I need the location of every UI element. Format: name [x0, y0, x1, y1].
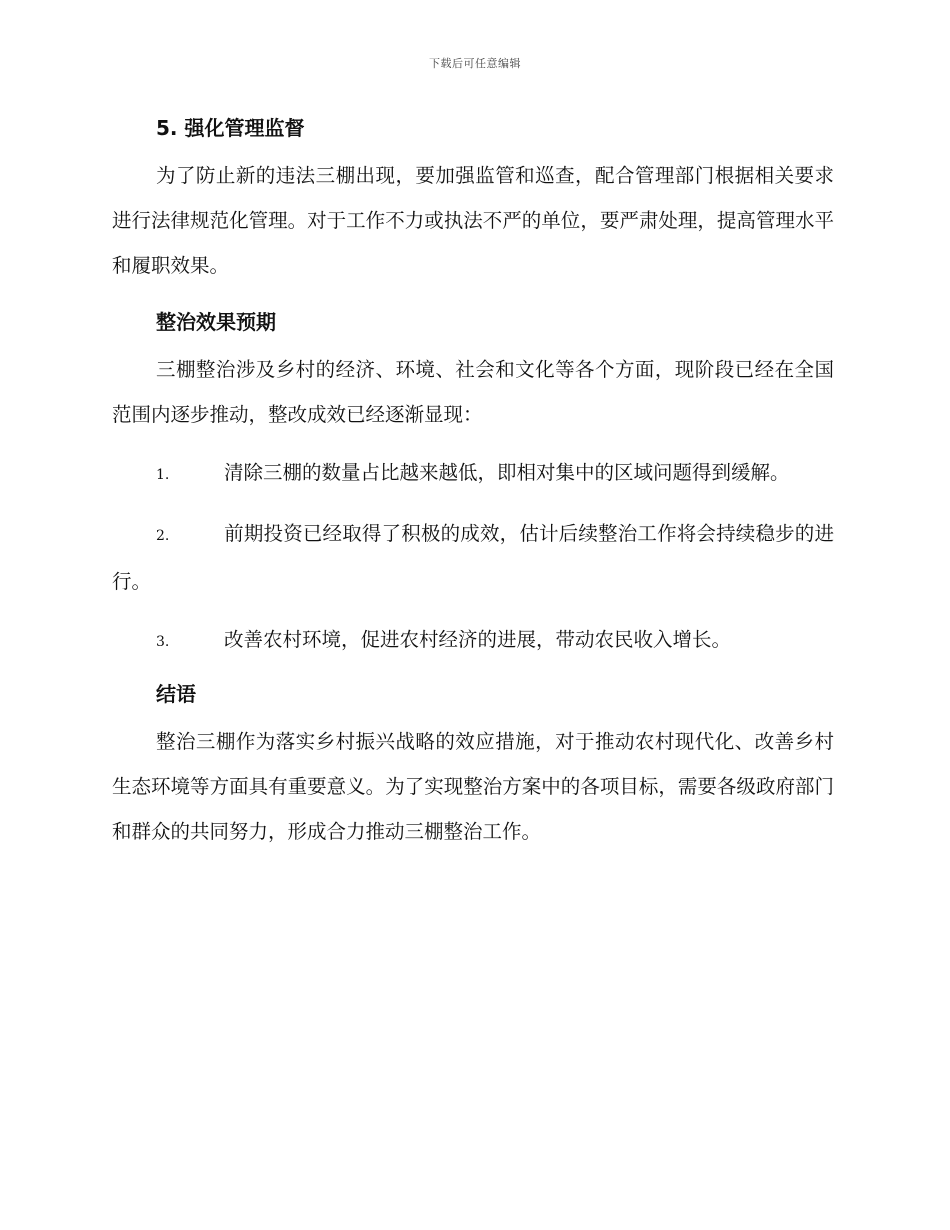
paragraph-conclusion: 整治三棚作为落实乡村振兴战略的效应措施，对于推动农村现代化、改善乡村生态环境等方面具有重要意义。为了实现整治方案中的各项目标，需要各级政府部门和群众的共同努力，形成合力推动三棚整治工作。	[112, 730, 834, 843]
paragraph-supervision: 为了防止新的违法三棚出现，要加强监管和巡查，配合管理部门根据相关要求进行法律规范化管理。对于工作不力或执法不严的单位，要严肃处理，提高管理水平和履职效果。	[112, 164, 834, 277]
list-item-text: 改善农村环境，促进农村经济的进展，带动农民收入增长。	[224, 628, 732, 651]
header-note: 下载后可任意编辑	[429, 57, 521, 70]
list-number: 1.	[156, 467, 170, 483]
list-item	[112, 511, 834, 604]
list-number: 3.	[156, 634, 170, 650]
list-item-text: 清除三棚的数量占比越来越低，即相对集中的区域问题得到缓解。	[224, 461, 790, 484]
list-item	[112, 450, 834, 498]
section-title-expectation: 整治效果预期	[156, 310, 276, 334]
paragraph-expectation-intro: 三棚整治涉及乡村的经济、环境、社会和文化等各个方面，现阶段已经在全国范围内逐步推动，整改成效已经逐渐显现：	[112, 358, 834, 426]
list-item-text: 前期投资已经取得了积极的成效，估计后续整治工作将会持续稳步的进行。	[112, 522, 834, 593]
list-number: 2.	[156, 528, 170, 544]
document-body	[112, 112, 834, 854]
list-item	[112, 617, 834, 665]
section-title-supervision: 5. 强化管理监督	[156, 116, 305, 140]
section-title-conclusion: 结语	[156, 682, 196, 706]
